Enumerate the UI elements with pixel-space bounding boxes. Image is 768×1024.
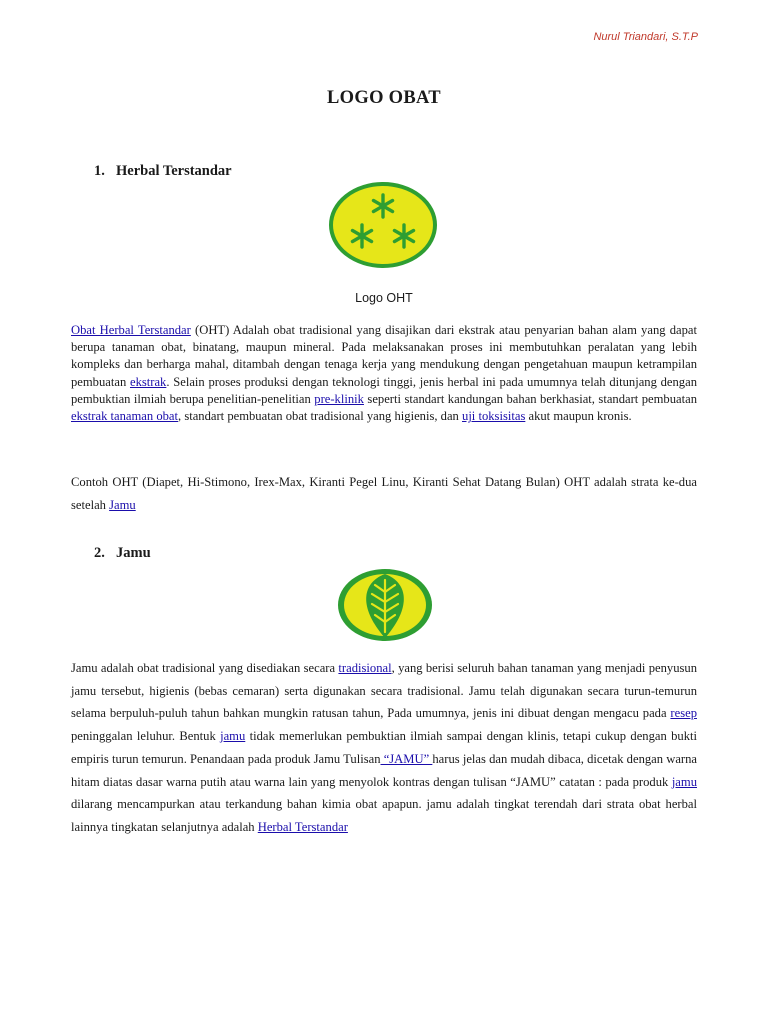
inline-link[interactable]: uji toksisitas bbox=[462, 409, 526, 424]
inline-link[interactable]: jamu bbox=[220, 729, 246, 744]
inline-link[interactable]: tradisional bbox=[338, 661, 392, 675]
inline-link[interactable]: resep bbox=[670, 706, 697, 721]
section-number: 1. bbox=[94, 163, 105, 179]
oht-stars-logo-icon bbox=[328, 182, 438, 273]
logo-caption: Logo OHT bbox=[355, 291, 413, 305]
section-heading-herbal-terstandar bbox=[94, 163, 232, 180]
paragraph-text: harus jelas dan mudah dibaca, dicetak dengan warna hitam diatas dasar warna putih atau warna lain yang menyolok kontras dengan tulisan “JAMU” catatan : pada produk bbox=[71, 751, 698, 789]
inline-link[interactable]: ekstrak tanaman obat bbox=[71, 409, 179, 424]
section-heading-jamu bbox=[94, 545, 151, 562]
paragraph-text: , standart pembuatan obat tradisional yang higienis, dan bbox=[178, 409, 463, 424]
page-title: LOGO OBAT bbox=[327, 88, 441, 108]
section-number: 2. bbox=[94, 545, 105, 561]
inline-link[interactable]: Herbal Terstandar bbox=[257, 819, 348, 834]
section-heading-text: Jamu bbox=[116, 545, 151, 561]
jamu-leaf-logo-icon bbox=[335, 566, 435, 649]
paragraph-text: (OHT) Adalah obat tradisional yang disajikan dari ekstrak atau penyarian bahan alam yang dapat berupa tanaman obat, binatang, maupun mineral. Pada melaksanakan proses ini membutuhkan peralatan yang lebih kompleks dan berharga mahal, ditambah dengan tenaga kerja yang mendukung dengan pengetahuan maupun ketrampilan pembuatan bbox=[71, 323, 697, 389]
paragraph-text: . Selain proses produksi dengan teknologi tinggi, jenis herbal ini pada umumnya telah ditunjang dengan pembuktian ilmiah berupa penelitian-penelitian bbox=[71, 374, 697, 406]
author-header: Nurul Triandari, S.T.P bbox=[593, 31, 698, 43]
paragraph-text: , yang berisi seluruh bahan tanaman yang menjadi penyusun jamu tersebut, higienis (bebas cemaran) serta digunakan secara tradisional. Jamu telah digunakan secara turun-temurun selama berpuluh-puluh tahun bahkan mungkin ratusan tahun, Pada umumnya, jenis ini dibuat dengan mengacu pada bbox=[71, 661, 697, 721]
paragraph-text: Jamu adalah obat tradisional yang disediakan secara bbox=[71, 661, 339, 675]
paragraph-text: dilarang mencampurkan atau terkandung bahan kimia obat apapun. jamu adalah tingkat terendah dari strata obat herbal lainnya tingkatan selanjutnya adalah bbox=[71, 797, 697, 834]
inline-link[interactable]: jamu bbox=[671, 774, 697, 789]
inline-link[interactable]: Obat Herbal Terstandar bbox=[71, 323, 191, 337]
paragraph-text: tidak memerlukan pembuktian ilmiah sampai dengan klinis, tetapi cukup dengan bukti empiris turun temurun. Penandaan pada produk Jamu Tulisan bbox=[71, 729, 697, 766]
inline-link[interactable]: Jamu bbox=[109, 498, 136, 512]
paragraph-text: akut maupun kronis. bbox=[525, 409, 632, 424]
paragraph-text: Contoh OHT (Diapet, Hi-Stimono, Irex-Max, Kiranti Pegel Linu, Kiranti Sehat Datang Bulan) OHT adalah strata ke-dua setelah bbox=[71, 475, 697, 512]
jamu-description-paragraph bbox=[71, 657, 697, 839]
inline-link[interactable]: “JAMU” bbox=[380, 751, 433, 766]
paragraph-text: seperti standart kandungan bahan berkhasiat, standart pembuatan bbox=[363, 391, 698, 406]
section-heading-text: Herbal Terstandar bbox=[116, 163, 232, 179]
inline-link[interactable]: pre-klinik bbox=[314, 391, 364, 406]
oht-examples-paragraph bbox=[71, 471, 697, 517]
paragraph-text: peninggalan leluhur. Bentuk bbox=[71, 729, 221, 744]
inline-link[interactable]: ekstrak bbox=[129, 374, 167, 389]
oht-description-paragraph bbox=[71, 322, 697, 425]
